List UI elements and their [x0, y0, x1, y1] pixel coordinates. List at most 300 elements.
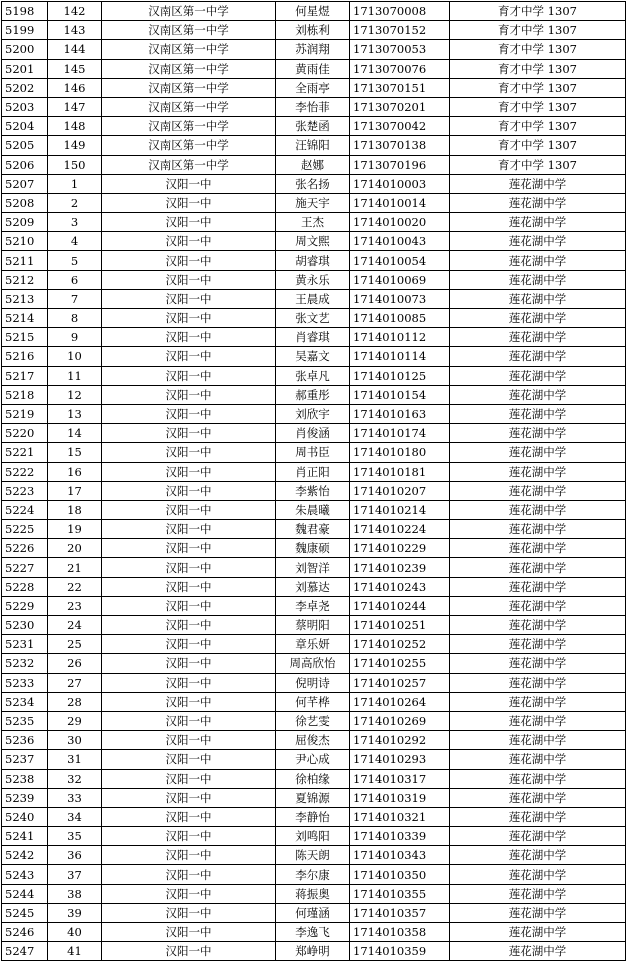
destination-school-cell: 莲花湖中学 [450, 213, 626, 232]
school-cell: 汉阳一中 [102, 596, 276, 615]
student-id-cell: 1714010163 [350, 404, 450, 423]
student-name-cell: 王晨成 [276, 289, 350, 308]
student-name-cell: 李逸飞 [276, 923, 350, 942]
student-id-cell: 1714010154 [350, 385, 450, 404]
destination-school-cell: 莲花湖中学 [450, 232, 626, 251]
destination-school-cell: 莲花湖中学 [450, 347, 626, 366]
row-seq-cell: 5219 [2, 404, 48, 423]
school-cell: 汉阳一中 [102, 347, 276, 366]
student-id-cell: 1714010224 [350, 520, 450, 539]
destination-school-cell: 莲花湖中学 [450, 846, 626, 865]
row-number-cell: 24 [48, 616, 102, 635]
school-cell: 汉阳一中 [102, 923, 276, 942]
school-cell: 汉阳一中 [102, 539, 276, 558]
row-number-cell: 22 [48, 577, 102, 596]
student-name-cell: 蔡明阳 [276, 616, 350, 635]
row-seq-cell: 5230 [2, 616, 48, 635]
table-row [2, 404, 626, 423]
destination-school-cell: 育才中学 1307 [450, 21, 626, 40]
student-name-cell: 李卓尧 [276, 596, 350, 615]
student-id-cell: 1714010355 [350, 884, 450, 903]
table-row [2, 136, 626, 155]
table-row [2, 807, 626, 826]
student-id-cell: 1714010207 [350, 481, 450, 500]
student-id-cell: 1714010339 [350, 827, 450, 846]
row-number-cell: 40 [48, 923, 102, 942]
school-cell: 汉阳一中 [102, 942, 276, 961]
school-cell: 汉南区第一中学 [102, 97, 276, 116]
row-number-cell: 3 [48, 213, 102, 232]
student-name-cell: 徐艺雯 [276, 711, 350, 730]
row-number-cell: 26 [48, 654, 102, 673]
table-row [2, 731, 626, 750]
table-row [2, 500, 626, 519]
row-seq-cell: 5215 [2, 328, 48, 347]
row-number-cell: 143 [48, 21, 102, 40]
school-cell: 汉南区第一中学 [102, 40, 276, 59]
row-number-cell: 4 [48, 232, 102, 251]
row-number-cell: 7 [48, 289, 102, 308]
student-id-cell: 1714010020 [350, 213, 450, 232]
table-row [2, 692, 626, 711]
row-number-cell: 149 [48, 136, 102, 155]
table-row [2, 251, 626, 270]
student-id-cell: 1713070053 [350, 40, 450, 59]
school-cell: 汉阳一中 [102, 865, 276, 884]
destination-school-cell: 莲花湖中学 [450, 443, 626, 462]
row-seq-cell: 5228 [2, 577, 48, 596]
school-cell: 汉阳一中 [102, 270, 276, 289]
destination-school-cell: 莲花湖中学 [450, 424, 626, 443]
row-number-cell: 8 [48, 309, 102, 328]
student-id-cell: 1714010321 [350, 807, 450, 826]
row-seq-cell: 5216 [2, 347, 48, 366]
destination-school-cell: 育才中学 1307 [450, 136, 626, 155]
school-cell: 汉阳一中 [102, 884, 276, 903]
student-id-cell: 1714010243 [350, 577, 450, 596]
row-number-cell: 37 [48, 865, 102, 884]
row-number-cell: 146 [48, 78, 102, 97]
row-seq-cell: 5227 [2, 558, 48, 577]
table-row [2, 769, 626, 788]
destination-school-cell: 育才中学 1307 [450, 78, 626, 97]
student-id-cell: 1714010257 [350, 673, 450, 692]
table-row [2, 366, 626, 385]
school-cell: 汉阳一中 [102, 788, 276, 807]
student-name-cell: 赵娜 [276, 155, 350, 174]
student-id-cell: 1714010181 [350, 462, 450, 481]
row-number-cell: 34 [48, 807, 102, 826]
row-number-cell: 16 [48, 462, 102, 481]
destination-school-cell: 莲花湖中学 [450, 884, 626, 903]
row-seq-cell: 5213 [2, 289, 48, 308]
student-id-cell: 1714010003 [350, 174, 450, 193]
student-id-cell: 1714010114 [350, 347, 450, 366]
table-row [2, 213, 626, 232]
row-number-cell: 144 [48, 40, 102, 59]
destination-school-cell: 莲花湖中学 [450, 328, 626, 347]
student-id-cell: 1713070138 [350, 136, 450, 155]
school-cell: 汉阳一中 [102, 424, 276, 443]
school-cell: 汉阳一中 [102, 558, 276, 577]
student-id-cell: 1713070008 [350, 2, 450, 21]
school-cell: 汉阳一中 [102, 673, 276, 692]
student-name-cell: 李紫怡 [276, 481, 350, 500]
student-name-cell: 黄永乐 [276, 270, 350, 289]
row-number-cell: 23 [48, 596, 102, 615]
row-seq-cell: 5224 [2, 500, 48, 519]
row-seq-cell: 5214 [2, 309, 48, 328]
student-id-cell: 1714010214 [350, 500, 450, 519]
school-cell: 汉阳一中 [102, 769, 276, 788]
student-name-cell: 何芊桦 [276, 692, 350, 711]
row-number-cell: 36 [48, 846, 102, 865]
destination-school-cell: 莲花湖中学 [450, 462, 626, 481]
student-id-cell: 1713070196 [350, 155, 450, 174]
destination-school-cell: 莲花湖中学 [450, 270, 626, 289]
student-id-cell: 1714010252 [350, 635, 450, 654]
destination-school-cell: 莲花湖中学 [450, 616, 626, 635]
row-number-cell: 27 [48, 673, 102, 692]
table-row [2, 97, 626, 116]
table-row [2, 309, 626, 328]
school-cell: 汉阳一中 [102, 827, 276, 846]
student-table [1, 1, 626, 961]
student-id-cell: 1714010269 [350, 711, 450, 730]
destination-school-cell: 莲花湖中学 [450, 865, 626, 884]
student-id-cell: 1713070042 [350, 117, 450, 136]
student-name-cell: 张卓凡 [276, 366, 350, 385]
row-number-cell: 14 [48, 424, 102, 443]
row-seq-cell: 5204 [2, 117, 48, 136]
row-number-cell: 39 [48, 903, 102, 922]
row-seq-cell: 5225 [2, 520, 48, 539]
student-name-cell: 章乐妍 [276, 635, 350, 654]
student-id-cell: 1714010054 [350, 251, 450, 270]
row-seq-cell: 5235 [2, 711, 48, 730]
destination-school-cell: 莲花湖中学 [450, 193, 626, 212]
row-number-cell: 15 [48, 443, 102, 462]
school-cell: 汉阳一中 [102, 328, 276, 347]
row-seq-cell: 5245 [2, 903, 48, 922]
school-cell: 汉阳一中 [102, 807, 276, 826]
row-seq-cell: 5212 [2, 270, 48, 289]
table-row [2, 21, 626, 40]
destination-school-cell: 莲花湖中学 [450, 750, 626, 769]
row-number-cell: 35 [48, 827, 102, 846]
row-number-cell: 9 [48, 328, 102, 347]
destination-school-cell: 莲花湖中学 [450, 500, 626, 519]
row-number-cell: 17 [48, 481, 102, 500]
student-name-cell: 肖正阳 [276, 462, 350, 481]
row-number-cell: 33 [48, 788, 102, 807]
student-id-cell: 1714010343 [350, 846, 450, 865]
row-seq-cell: 5229 [2, 596, 48, 615]
row-seq-cell: 5217 [2, 366, 48, 385]
student-id-cell: 1714010317 [350, 769, 450, 788]
student-name-cell: 刘欣宇 [276, 404, 350, 423]
school-cell: 汉阳一中 [102, 213, 276, 232]
student-id-cell: 1714010125 [350, 366, 450, 385]
table-row [2, 193, 626, 212]
row-number-cell: 147 [48, 97, 102, 116]
row-number-cell: 6 [48, 270, 102, 289]
row-number-cell: 21 [48, 558, 102, 577]
school-cell: 汉阳一中 [102, 577, 276, 596]
school-cell: 汉阳一中 [102, 366, 276, 385]
destination-school-cell: 莲花湖中学 [450, 635, 626, 654]
destination-school-cell: 育才中学 1307 [450, 97, 626, 116]
destination-school-cell: 莲花湖中学 [450, 520, 626, 539]
student-name-cell: 郑峥明 [276, 942, 350, 961]
row-number-cell: 145 [48, 59, 102, 78]
student-name-cell: 蒋振奥 [276, 884, 350, 903]
student-id-cell: 1714010174 [350, 424, 450, 443]
student-name-cell: 夏锦源 [276, 788, 350, 807]
row-seq-cell: 5232 [2, 654, 48, 673]
student-id-cell: 1714010069 [350, 270, 450, 289]
table-row [2, 2, 626, 21]
row-number-cell: 5 [48, 251, 102, 270]
row-number-cell: 31 [48, 750, 102, 769]
school-cell: 汉南区第一中学 [102, 2, 276, 21]
row-seq-cell: 5239 [2, 788, 48, 807]
student-id-cell: 1714010350 [350, 865, 450, 884]
student-name-cell: 苏润翔 [276, 40, 350, 59]
row-seq-cell: 5226 [2, 539, 48, 558]
student-id-cell: 1714010251 [350, 616, 450, 635]
school-cell: 汉阳一中 [102, 404, 276, 423]
school-cell: 汉南区第一中学 [102, 136, 276, 155]
student-name-cell: 肖睿琪 [276, 328, 350, 347]
student-id-cell: 1713070201 [350, 97, 450, 116]
row-seq-cell: 5233 [2, 673, 48, 692]
school-cell: 汉阳一中 [102, 443, 276, 462]
student-id-cell: 1714010112 [350, 328, 450, 347]
row-seq-cell: 5203 [2, 97, 48, 116]
student-id-cell: 1714010043 [350, 232, 450, 251]
student-name-cell: 刘智洋 [276, 558, 350, 577]
school-cell: 汉阳一中 [102, 462, 276, 481]
row-seq-cell: 5209 [2, 213, 48, 232]
row-seq-cell: 5236 [2, 731, 48, 750]
row-number-cell: 10 [48, 347, 102, 366]
row-number-cell: 142 [48, 2, 102, 21]
school-cell: 汉阳一中 [102, 500, 276, 519]
table-row [2, 923, 626, 942]
row-seq-cell: 5220 [2, 424, 48, 443]
school-cell: 汉南区第一中学 [102, 155, 276, 174]
table-row [2, 654, 626, 673]
student-name-cell: 肖俊涵 [276, 424, 350, 443]
row-number-cell: 30 [48, 731, 102, 750]
destination-school-cell: 莲花湖中学 [450, 731, 626, 750]
destination-school-cell: 莲花湖中学 [450, 481, 626, 500]
school-cell: 汉阳一中 [102, 616, 276, 635]
destination-school-cell: 育才中学 1307 [450, 2, 626, 21]
row-seq-cell: 5237 [2, 750, 48, 769]
table-row [2, 596, 626, 615]
row-number-cell: 150 [48, 155, 102, 174]
school-cell: 汉阳一中 [102, 731, 276, 750]
student-name-cell: 李尔康 [276, 865, 350, 884]
destination-school-cell: 莲花湖中学 [450, 769, 626, 788]
table-row [2, 846, 626, 865]
student-id-cell: 1714010244 [350, 596, 450, 615]
student-id-cell: 1714010319 [350, 788, 450, 807]
table-row [2, 78, 626, 97]
student-name-cell: 朱晨曦 [276, 500, 350, 519]
destination-school-cell: 莲花湖中学 [450, 577, 626, 596]
table-row [2, 462, 626, 481]
student-id-cell: 1714010180 [350, 443, 450, 462]
table-row [2, 942, 626, 961]
student-name-cell: 周文熙 [276, 232, 350, 251]
destination-school-cell: 莲花湖中学 [450, 827, 626, 846]
destination-school-cell: 育才中学 1307 [450, 40, 626, 59]
student-id-cell: 1714010264 [350, 692, 450, 711]
destination-school-cell: 莲花湖中学 [450, 654, 626, 673]
destination-school-cell: 莲花湖中学 [450, 807, 626, 826]
destination-school-cell: 莲花湖中学 [450, 404, 626, 423]
row-seq-cell: 5222 [2, 462, 48, 481]
table-row [2, 577, 626, 596]
destination-school-cell: 莲花湖中学 [450, 289, 626, 308]
school-cell: 汉阳一中 [102, 174, 276, 193]
table-row [2, 788, 626, 807]
destination-school-cell: 莲花湖中学 [450, 539, 626, 558]
student-name-cell: 魏君豪 [276, 520, 350, 539]
row-seq-cell: 5246 [2, 923, 48, 942]
destination-school-cell: 育才中学 1307 [450, 117, 626, 136]
row-number-cell: 148 [48, 117, 102, 136]
table-row [2, 174, 626, 193]
student-name-cell: 郝重彤 [276, 385, 350, 404]
destination-school-cell: 莲花湖中学 [450, 923, 626, 942]
table-row [2, 347, 626, 366]
row-seq-cell: 5201 [2, 59, 48, 78]
row-number-cell: 11 [48, 366, 102, 385]
destination-school-cell: 莲花湖中学 [450, 174, 626, 193]
school-cell: 汉阳一中 [102, 232, 276, 251]
table-row [2, 155, 626, 174]
student-name-cell: 张文艺 [276, 309, 350, 328]
student-name-cell: 吴嘉文 [276, 347, 350, 366]
row-seq-cell: 5223 [2, 481, 48, 500]
school-cell: 汉阳一中 [102, 309, 276, 328]
table-row [2, 616, 626, 635]
destination-school-cell: 莲花湖中学 [450, 673, 626, 692]
student-name-cell: 李静怡 [276, 807, 350, 826]
table-row [2, 827, 626, 846]
row-seq-cell: 5234 [2, 692, 48, 711]
row-number-cell: 19 [48, 520, 102, 539]
school-cell: 汉阳一中 [102, 692, 276, 711]
destination-school-cell: 莲花湖中学 [450, 251, 626, 270]
student-name-cell: 刘鸣阳 [276, 827, 350, 846]
student-name-cell: 周高欣怡 [276, 654, 350, 673]
row-number-cell: 2 [48, 193, 102, 212]
row-seq-cell: 5211 [2, 251, 48, 270]
student-id-cell: 1713070151 [350, 78, 450, 97]
destination-school-cell: 莲花湖中学 [450, 788, 626, 807]
school-cell: 汉阳一中 [102, 520, 276, 539]
student-name-cell: 全雨亭 [276, 78, 350, 97]
destination-school-cell: 莲花湖中学 [450, 385, 626, 404]
row-seq-cell: 5242 [2, 846, 48, 865]
table-row [2, 481, 626, 500]
destination-school-cell: 莲花湖中学 [450, 942, 626, 961]
row-number-cell: 18 [48, 500, 102, 519]
row-seq-cell: 5198 [2, 2, 48, 21]
row-seq-cell: 5205 [2, 136, 48, 155]
school-cell: 汉阳一中 [102, 635, 276, 654]
row-seq-cell: 5202 [2, 78, 48, 97]
student-name-cell: 李怡菲 [276, 97, 350, 116]
destination-school-cell: 莲花湖中学 [450, 558, 626, 577]
student-name-cell: 王杰 [276, 213, 350, 232]
table-row [2, 59, 626, 78]
student-id-cell: 1714010073 [350, 289, 450, 308]
table-row [2, 884, 626, 903]
table-row [2, 865, 626, 884]
table-row [2, 289, 626, 308]
school-cell: 汉阳一中 [102, 251, 276, 270]
table-row [2, 40, 626, 59]
row-number-cell: 38 [48, 884, 102, 903]
student-id-cell: 1714010358 [350, 923, 450, 942]
student-name-cell: 魏康硕 [276, 539, 350, 558]
school-cell: 汉阳一中 [102, 903, 276, 922]
student-name-cell: 黄雨佳 [276, 59, 350, 78]
table-row [2, 539, 626, 558]
school-cell: 汉阳一中 [102, 750, 276, 769]
school-cell: 汉南区第一中学 [102, 59, 276, 78]
row-seq-cell: 5247 [2, 942, 48, 961]
student-id-cell: 1714010014 [350, 193, 450, 212]
table-row [2, 385, 626, 404]
row-seq-cell: 5221 [2, 443, 48, 462]
table-row [2, 443, 626, 462]
row-seq-cell: 5240 [2, 807, 48, 826]
table-row [2, 424, 626, 443]
row-number-cell: 12 [48, 385, 102, 404]
row-number-cell: 25 [48, 635, 102, 654]
student-name-cell: 施天宇 [276, 193, 350, 212]
school-cell: 汉阳一中 [102, 481, 276, 500]
table-row [2, 711, 626, 730]
table-row [2, 750, 626, 769]
student-name-cell: 何瑾涵 [276, 903, 350, 922]
destination-school-cell: 莲花湖中学 [450, 903, 626, 922]
destination-school-cell: 莲花湖中学 [450, 309, 626, 328]
destination-school-cell: 育才中学 1307 [450, 155, 626, 174]
row-number-cell: 13 [48, 404, 102, 423]
student-name-cell: 张名扬 [276, 174, 350, 193]
student-name-cell: 张楚函 [276, 117, 350, 136]
table-row [2, 270, 626, 289]
table-row [2, 635, 626, 654]
student-id-cell: 1714010293 [350, 750, 450, 769]
student-name-cell: 汪锦阳 [276, 136, 350, 155]
destination-school-cell: 育才中学 1307 [450, 59, 626, 78]
row-seq-cell: 5231 [2, 635, 48, 654]
row-seq-cell: 5243 [2, 865, 48, 884]
student-name-cell: 胡睿琪 [276, 251, 350, 270]
table-row [2, 673, 626, 692]
row-seq-cell: 5207 [2, 174, 48, 193]
student-id-cell: 1714010359 [350, 942, 450, 961]
